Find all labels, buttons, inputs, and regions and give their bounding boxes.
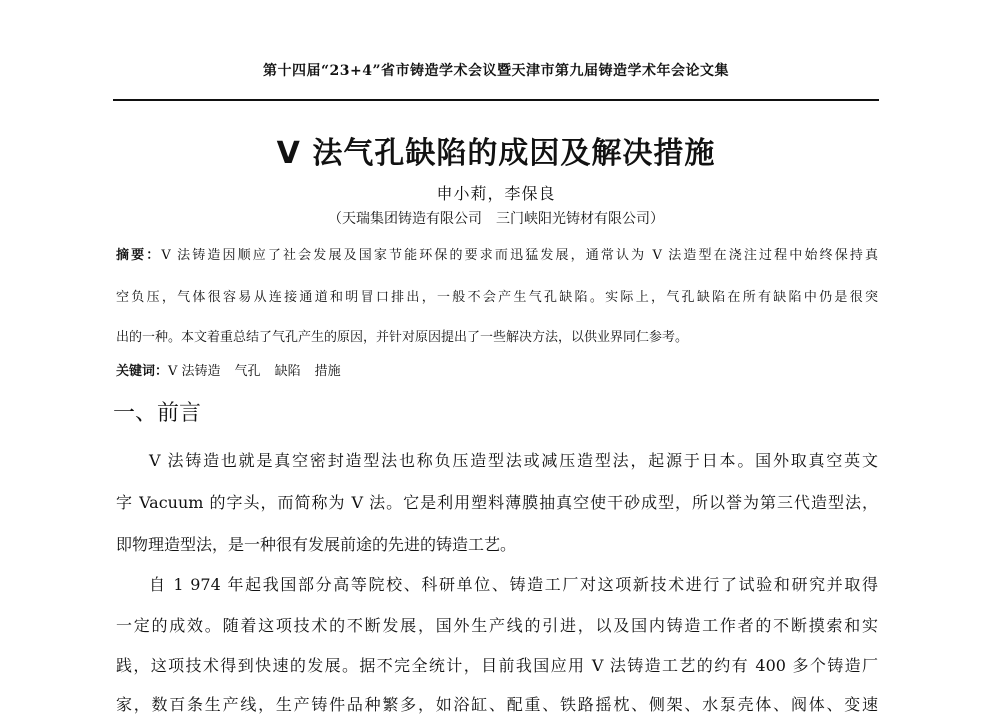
paragraph1-line-3: 即物理造型法，是一种很有发展前途的先进的铸造工艺。 bbox=[116, 535, 517, 554]
keyword-2: 气孔 bbox=[234, 364, 261, 379]
paragraph2-line-4: 家，数百条生产线，生产铸件品种繁多，如浴缸、配重、铁路摇枕、侧架、水泵壳体、阀体、变速 bbox=[116, 695, 878, 714]
abstract-line-2: 空负压，气体很容易从连接通道和明冒口排出，一般不会产生气孔缺陷。实际上，气孔缺陷在所有缺陷中仍是很突 bbox=[116, 290, 878, 305]
paper-title: V 法气孔缺陷的成因及解决措施 bbox=[276, 136, 716, 171]
paragraph2-line-2: 一定的成效。随着这项技术的不断发展，国外生产线的引进，以及国内铸造工作者的不断摸索和实 bbox=[116, 616, 878, 635]
authors: 申小莉，李保良 bbox=[436, 184, 556, 203]
keywords bbox=[116, 360, 355, 379]
paragraph1-line-1: V 法铸造也就是真空密封造型法也称负压造型法或减压造型法，起源于日本。国外取真空英文 bbox=[149, 451, 878, 470]
paragraph2-line-1: 自 1 974 年起我国部分高等院校、科研单位、铸造工厂对这项新技术进行了试验和研究并取得 bbox=[149, 575, 878, 594]
paragraph1-line-2: 字 Vacuum 的字头，而简称为 V 法。它是利用塑料薄膜抽真空使干砂成型，所以誉为第三代造型法， bbox=[116, 493, 878, 512]
keywords-label: 关键词： bbox=[116, 364, 169, 379]
paragraph2-line-3: 践，这项技术得到快速的发展。据不完全统计，目前我国应用 V 法铸造工艺的约有 400 多个铸造厂 bbox=[116, 656, 878, 675]
affiliation: （天瑞集团铸造有限公司 三门峡阳光铸材有限公司） bbox=[328, 211, 664, 227]
keyword-1: V 法铸造 bbox=[168, 364, 221, 379]
abstract-text-1: V 法铸造因顺应了社会发展及国家节能环保的要求而迅猛发展，通常认为 V 法造型在浇注过程中始终保持真 bbox=[161, 248, 878, 263]
keyword-3: 缺陷 bbox=[274, 364, 301, 379]
abstract-line-3: 出的一种。本文着重总结了气孔产生的原因，并针对原因提出了一些解决方法，以供业界同仁参考。 bbox=[116, 330, 689, 345]
abstract-label: 摘要： bbox=[116, 248, 162, 263]
running-header: 第十四届“23+4”省市铸造学术会议暨天津市第九届铸造学术年会论文集 bbox=[262, 63, 730, 79]
header-rule bbox=[113, 99, 879, 101]
keyword-4: 措施 bbox=[314, 364, 341, 379]
abstract-line-1 bbox=[116, 244, 878, 263]
section-heading-intro: 一、前言 bbox=[113, 401, 202, 426]
